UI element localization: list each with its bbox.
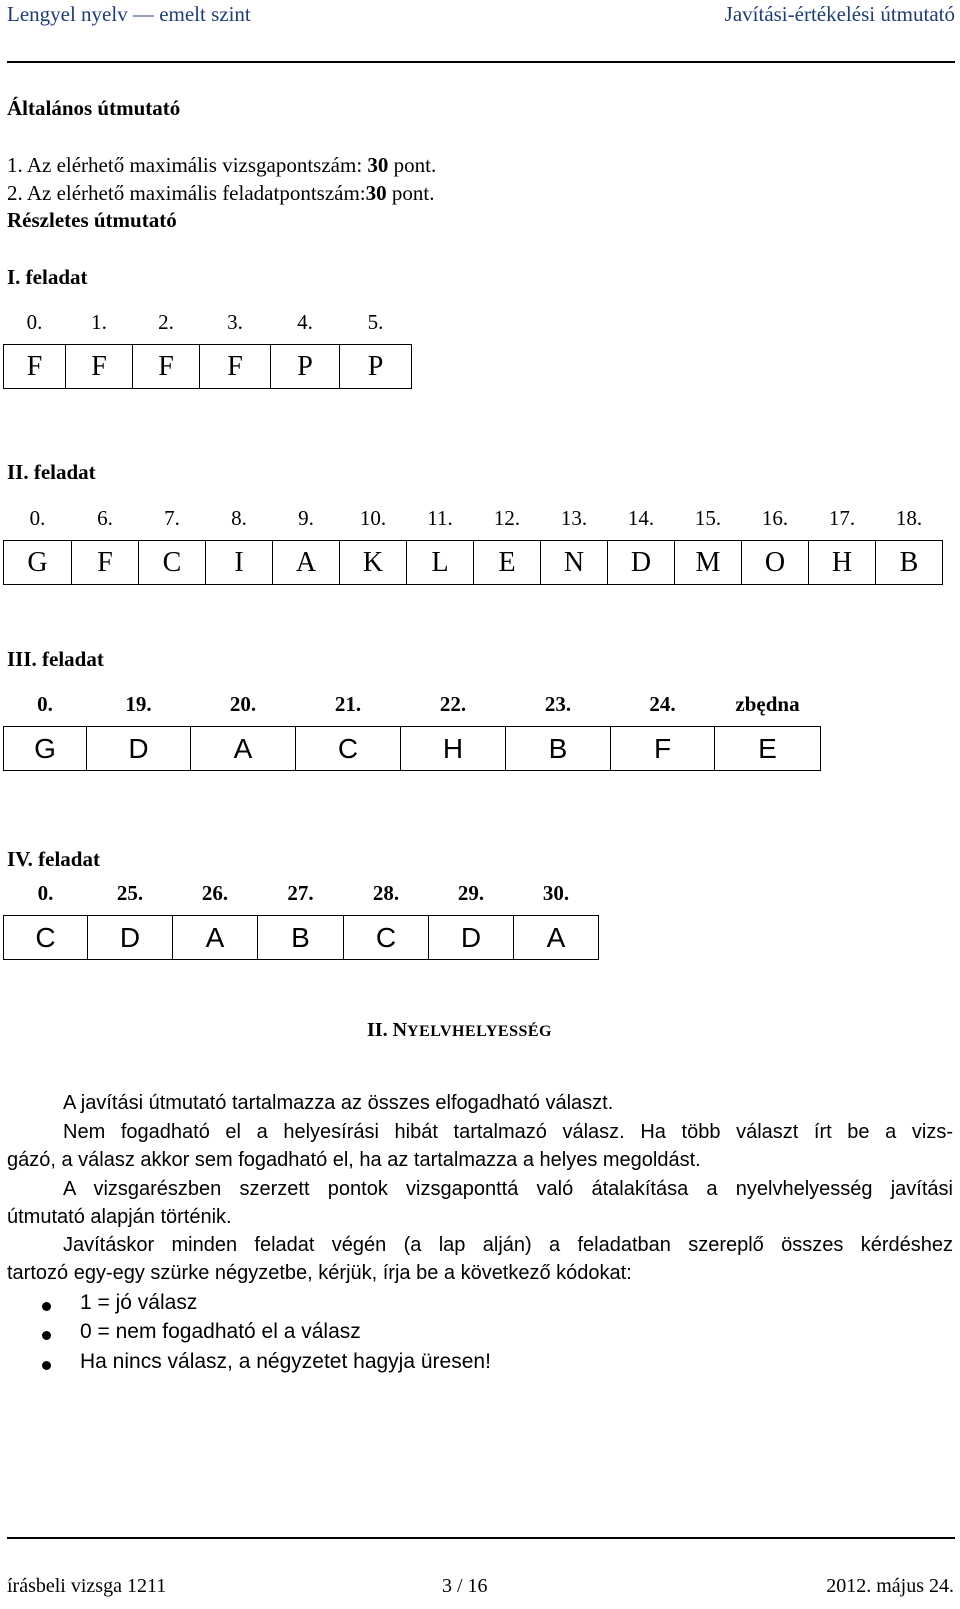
question-number-cell: 17. bbox=[828, 506, 856, 530]
answer-key-cell: G bbox=[4, 541, 72, 585]
instruction-paragraph-2-line-2: gázó, a válasz akkor sem fogadható el, ha az tartalmazza a helyes megoldást. bbox=[7, 1149, 701, 1171]
answer-key-cell: F bbox=[66, 345, 133, 389]
answer-key-cell: C bbox=[4, 916, 88, 960]
question-number-cell: 23. bbox=[544, 692, 572, 716]
question-number-cell: 27. bbox=[287, 881, 314, 905]
bullet-dot bbox=[42, 1361, 51, 1370]
instruction-paragraph-1: A javítási útmutató tartalmazza az összes elfogadható választ. bbox=[63, 1092, 614, 1114]
footer-page-number: 3 / 16 bbox=[442, 1575, 488, 1597]
task1-numbers-row bbox=[4, 301, 412, 345]
answer-key-cell: O bbox=[742, 541, 809, 585]
answer-key-cell: F bbox=[72, 541, 139, 585]
instruction-paragraph-3-line-2: útmutató alapján történik. bbox=[7, 1206, 232, 1228]
question-number-cell: 4. bbox=[297, 310, 313, 334]
answer-key-cell: C bbox=[296, 727, 401, 771]
question-number-cell: 19. bbox=[125, 692, 152, 716]
header-doc-type: Javítási-értékelési útmutató bbox=[724, 2, 955, 26]
question-number-cell: 9. bbox=[298, 506, 314, 530]
answer-key-cell: H bbox=[809, 541, 876, 585]
answer-key-cell: G bbox=[4, 727, 87, 771]
answer-key-cell: C bbox=[344, 916, 429, 960]
answer-key-cell: N bbox=[541, 541, 608, 585]
task1-answer-table bbox=[3, 301, 412, 389]
task2-answer-table bbox=[3, 497, 943, 585]
answer-key-cell: D bbox=[429, 916, 514, 960]
answer-key-cell: L bbox=[407, 541, 474, 585]
max-task-points: 30 bbox=[365, 181, 387, 205]
max-exam-points: 30 bbox=[367, 153, 389, 177]
answer-key-cell: F bbox=[200, 345, 271, 389]
answer-key-cell: M bbox=[675, 541, 742, 585]
question-number-cell: 21. bbox=[334, 692, 362, 716]
answer-key-cell: H bbox=[401, 727, 506, 771]
answer-key-cell: P bbox=[271, 345, 340, 389]
task2-title: II. feladat bbox=[7, 460, 96, 484]
answer-key-cell: F bbox=[611, 727, 715, 771]
bullet-dot bbox=[42, 1302, 51, 1311]
question-number-cell: 0. bbox=[29, 506, 46, 530]
bullet-item-correct: 1 = jó válasz bbox=[80, 1291, 198, 1314]
answer-key-cell: K bbox=[340, 541, 407, 585]
task2-answers-row bbox=[4, 541, 943, 585]
general-title: Általános útmutató bbox=[7, 96, 181, 120]
answer-key-cell: F bbox=[4, 345, 66, 389]
question-number-cell: 16. bbox=[761, 506, 789, 530]
answer-key-cell: E bbox=[474, 541, 541, 585]
instruction-paragraph-3-line-1: A vizsgarészben szerzett pontok vizsgaponttá való átalakítása a nyelvhelyesség javítási bbox=[63, 1178, 953, 1200]
answer-key-cell: P bbox=[340, 345, 412, 389]
answer-key-cell: D bbox=[608, 541, 675, 585]
task2-numbers-row bbox=[4, 497, 943, 541]
answer-key-cell: C bbox=[139, 541, 206, 585]
general-line-1: 1. Az elérhető maximális vizsgapontszám: 30 pont. bbox=[7, 153, 437, 177]
question-number-cell: 15. bbox=[694, 506, 722, 530]
bullet-item-no-answer: Ha nincs válasz, a négyzetet hagyja üresen! bbox=[80, 1350, 491, 1373]
answer-key-cell: A bbox=[173, 916, 258, 960]
task3-numbers-row bbox=[4, 683, 821, 727]
bullet-dot bbox=[42, 1331, 51, 1340]
task3-title: III. feladat bbox=[7, 647, 104, 671]
question-number-cell: 10. bbox=[359, 506, 387, 530]
task3-answers-row bbox=[4, 727, 821, 771]
task4-answers-row bbox=[4, 916, 599, 960]
question-number-cell: 8. bbox=[231, 506, 247, 530]
question-number-cell: 30. bbox=[542, 881, 570, 905]
instruction-paragraph-4-line-1: Javításkor minden feladat végén (a lap alján) a feladatban szereplő összes kérdéshez bbox=[63, 1234, 953, 1256]
answer-key-cell: F bbox=[133, 345, 200, 389]
instruction-paragraph-2-line-1: Nem fogadható el a helyesírási hibát tartalmazó válasz. Ha több választ írt be a vizs- bbox=[63, 1121, 953, 1143]
footer-rule bbox=[7, 1537, 955, 1539]
answer-key-cell: B bbox=[876, 541, 943, 585]
answer-key-cell: I bbox=[206, 541, 273, 585]
general-line-2: 2. Az elérhető maximális feladatpontszám:30 pont. bbox=[7, 181, 435, 205]
bullet-item-not-accepted: 0 = nem fogadható el a válasz bbox=[80, 1320, 361, 1343]
question-number-cell: 26. bbox=[201, 881, 229, 905]
question-number-cell: 25. bbox=[116, 881, 144, 905]
instruction-paragraph-4-line-2: tartozó egy-egy szürke négyzetbe, kérjük, írja be a következő kódokat: bbox=[7, 1262, 632, 1284]
question-number-cell: 5. bbox=[367, 310, 384, 334]
question-number-cell: 11. bbox=[427, 506, 453, 530]
footer-date: 2012. május 24. bbox=[826, 1575, 954, 1597]
question-number-cell: 0. bbox=[37, 692, 53, 716]
question-number-cell: 22. bbox=[439, 692, 467, 716]
question-number-cell: 0. bbox=[37, 881, 54, 905]
question-number-cell: 18. bbox=[895, 506, 923, 530]
question-number-cell: 28. bbox=[372, 881, 400, 905]
task4-title: IV. feladat bbox=[7, 847, 100, 871]
question-number-cell: 0. bbox=[26, 310, 43, 334]
question-number-cell: 2. bbox=[158, 310, 174, 334]
question-number-cell: 14. bbox=[627, 506, 655, 530]
question-number-cell: 29. bbox=[457, 881, 485, 905]
task3-answer-table bbox=[3, 683, 821, 771]
question-number-cell: 12. bbox=[493, 506, 521, 530]
question-number-cell: 7. bbox=[164, 506, 180, 530]
question-number-cell: 1. bbox=[91, 310, 107, 334]
header-rule bbox=[7, 61, 955, 63]
answer-key-cell: D bbox=[88, 916, 173, 960]
footer-exam-code: írásbeli vizsga 1211 bbox=[7, 1575, 167, 1597]
task1-answers-row bbox=[4, 345, 412, 389]
question-number-cell: 3. bbox=[227, 310, 243, 334]
question-number-cell: 6. bbox=[97, 506, 113, 530]
answer-key-cell: B bbox=[506, 727, 611, 771]
question-number-cell: 20. bbox=[229, 692, 257, 716]
answer-key-cell: A bbox=[273, 541, 340, 585]
question-number-cell: 24. bbox=[649, 692, 676, 716]
task4-answer-table bbox=[3, 872, 599, 960]
answer-key-cell: B bbox=[258, 916, 344, 960]
answer-key-cell: E bbox=[715, 727, 821, 771]
detailed-title: Részletes útmutató bbox=[7, 208, 177, 232]
question-number-cell: 13. bbox=[560, 506, 588, 530]
task4-numbers-row bbox=[4, 872, 599, 916]
answer-key-cell: A bbox=[514, 916, 599, 960]
task1-title: I. feladat bbox=[7, 265, 88, 289]
header-subject: Lengyel nyelv — emelt szint bbox=[7, 2, 251, 26]
answer-key-cell: D bbox=[87, 727, 191, 771]
section2-title: II. NYELVHELYESSÉG bbox=[367, 1019, 552, 1041]
question-number-cell: zbędna bbox=[735, 692, 800, 716]
answer-key-cell: A bbox=[191, 727, 296, 771]
